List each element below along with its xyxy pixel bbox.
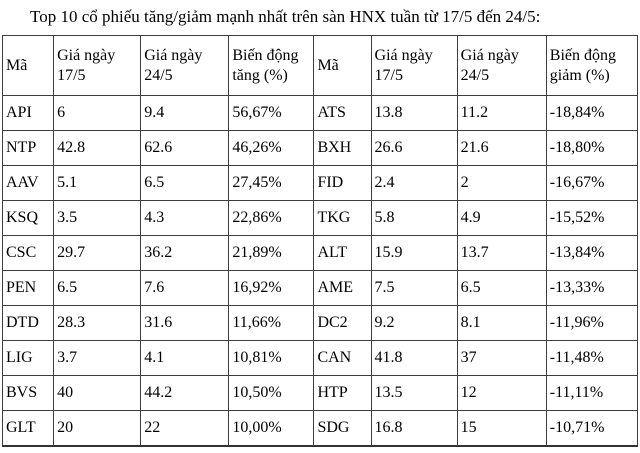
price-24-5-cell: 11.2 — [457, 96, 546, 131]
stock-code-cell: TKG — [314, 201, 371, 236]
price-24-5-cell: 22 — [141, 411, 229, 446]
price-17-5-cell: 16.8 — [371, 411, 457, 446]
table-row — [3, 96, 638, 131]
price-24-5-cell: 13.7 — [457, 236, 546, 271]
table-row — [3, 131, 638, 166]
price-17-5-cell: 15.9 — [371, 236, 457, 271]
price-17-5-cell: 6 — [54, 96, 141, 131]
price-24-5-cell: 21.6 — [457, 131, 546, 166]
price-24-5-cell: 7.6 — [141, 271, 229, 306]
price-17-5-cell: 2.4 — [371, 166, 457, 201]
price-24-5-cell: 62.6 — [141, 131, 229, 166]
change-down-cell: -15,52% — [546, 201, 637, 236]
price-17-5-cell: 3.5 — [54, 201, 141, 236]
header-code-gainers: Mã — [3, 36, 54, 96]
price-24-5-cell: 44.2 — [141, 376, 229, 411]
stock-code-cell: CAN — [314, 341, 371, 376]
stock-code-cell: FID — [314, 166, 371, 201]
change-down-cell: -10,71% — [546, 411, 637, 446]
stock-code-cell: API — [3, 96, 54, 131]
stock-code-cell: GLT — [3, 411, 54, 446]
change-up-cell: 46,26% — [229, 131, 314, 166]
header-price-24-5-gainers: Giá ngày 24/5 — [141, 36, 229, 96]
stock-code-cell: AAV — [3, 166, 54, 201]
change-down-cell: -18,84% — [546, 96, 637, 131]
price-17-5-cell: 28.3 — [54, 306, 141, 341]
change-up-cell: 10,81% — [229, 341, 314, 376]
header-price-17-5-losers: Giá ngày 17/5 — [371, 36, 457, 96]
price-17-5-cell: 41.8 — [371, 341, 457, 376]
price-24-5-cell: 4.1 — [141, 341, 229, 376]
stock-code-cell: AME — [314, 271, 371, 306]
price-17-5-cell: 13.5 — [371, 376, 457, 411]
price-24-5-cell: 4.9 — [457, 201, 546, 236]
price-17-5-cell: 5.8 — [371, 201, 457, 236]
stock-code-cell: LIG — [3, 341, 54, 376]
change-up-cell: 10,50% — [229, 376, 314, 411]
price-24-5-cell: 9.4 — [141, 96, 229, 131]
price-17-5-cell: 9.2 — [371, 306, 457, 341]
price-17-5-cell: 6.5 — [54, 271, 141, 306]
price-24-5-cell: 4.3 — [141, 201, 229, 236]
stock-code-cell: PEN — [3, 271, 54, 306]
change-up-cell: 21,89% — [229, 236, 314, 271]
header-code-losers: Mã — [314, 36, 371, 96]
page-title: Top 10 cổ phiếu tăng/giảm mạnh nhất trên sàn HNX tuần từ 17/5 đến 24/5: — [30, 7, 541, 26]
price-17-5-cell: 13.8 — [371, 96, 457, 131]
table-row — [3, 236, 638, 271]
change-up-cell: 10,00% — [229, 411, 314, 446]
stock-code-cell: HTP — [314, 376, 371, 411]
price-24-5-cell: 37 — [457, 341, 546, 376]
price-17-5-cell: 5.1 — [54, 166, 141, 201]
change-down-cell: -11,48% — [546, 341, 637, 376]
table-row — [3, 341, 638, 376]
change-down-cell: -18,80% — [546, 131, 637, 166]
table-row — [3, 166, 638, 201]
price-17-5-cell: 3.7 — [54, 341, 141, 376]
change-up-cell: 27,45% — [229, 166, 314, 201]
stocks-table — [2, 35, 638, 447]
change-up-cell: 56,67% — [229, 96, 314, 131]
table-row — [3, 376, 638, 411]
price-17-5-cell: 40 — [54, 376, 141, 411]
change-up-cell: 11,66% — [229, 306, 314, 341]
price-17-5-cell: 42.8 — [54, 131, 141, 166]
price-24-5-cell: 12 — [457, 376, 546, 411]
table-row — [3, 306, 638, 341]
table-header — [3, 36, 638, 96]
price-24-5-cell: 15 — [457, 411, 546, 446]
header-price-17-5-gainers: Giá ngày 17/5 — [54, 36, 141, 96]
price-17-5-cell: 20 — [54, 411, 141, 446]
price-17-5-cell: 26.6 — [371, 131, 457, 166]
change-down-cell: -13,84% — [546, 236, 637, 271]
price-17-5-cell: 29.7 — [54, 236, 141, 271]
table-row — [3, 201, 638, 236]
stock-code-cell: NTP — [3, 131, 54, 166]
price-24-5-cell: 6.5 — [457, 271, 546, 306]
stock-code-cell: BVS — [3, 376, 54, 411]
header-change-up: Biến động tăng (%) — [229, 36, 314, 96]
change-down-cell: -11,11% — [546, 376, 637, 411]
change-down-cell: -13,33% — [546, 271, 637, 306]
stock-code-cell: KSQ — [3, 201, 54, 236]
price-24-5-cell: 8.1 — [457, 306, 546, 341]
change-up-cell: 16,92% — [229, 271, 314, 306]
stock-code-cell: ALT — [314, 236, 371, 271]
price-24-5-cell: 2 — [457, 166, 546, 201]
stock-code-cell: DC2 — [314, 306, 371, 341]
price-17-5-cell: 7.5 — [371, 271, 457, 306]
stock-code-cell: CSC — [3, 236, 54, 271]
price-24-5-cell: 6.5 — [141, 166, 229, 201]
stock-code-cell: DTD — [3, 306, 54, 341]
change-down-cell: -11,96% — [546, 306, 637, 341]
price-24-5-cell: 31.6 — [141, 306, 229, 341]
header-row — [3, 36, 638, 96]
table-row — [3, 271, 638, 306]
change-down-cell: -16,67% — [546, 166, 637, 201]
header-price-24-5-losers: Giá ngày 24/5 — [457, 36, 546, 96]
header-change-down: Biến động giảm (%) — [546, 36, 637, 96]
price-24-5-cell: 36.2 — [141, 236, 229, 271]
stock-code-cell: ATS — [314, 96, 371, 131]
table-row — [3, 411, 638, 446]
stock-code-cell: BXH — [314, 131, 371, 166]
table-body — [3, 96, 638, 446]
stock-code-cell: SDG — [314, 411, 371, 446]
change-up-cell: 22,86% — [229, 201, 314, 236]
